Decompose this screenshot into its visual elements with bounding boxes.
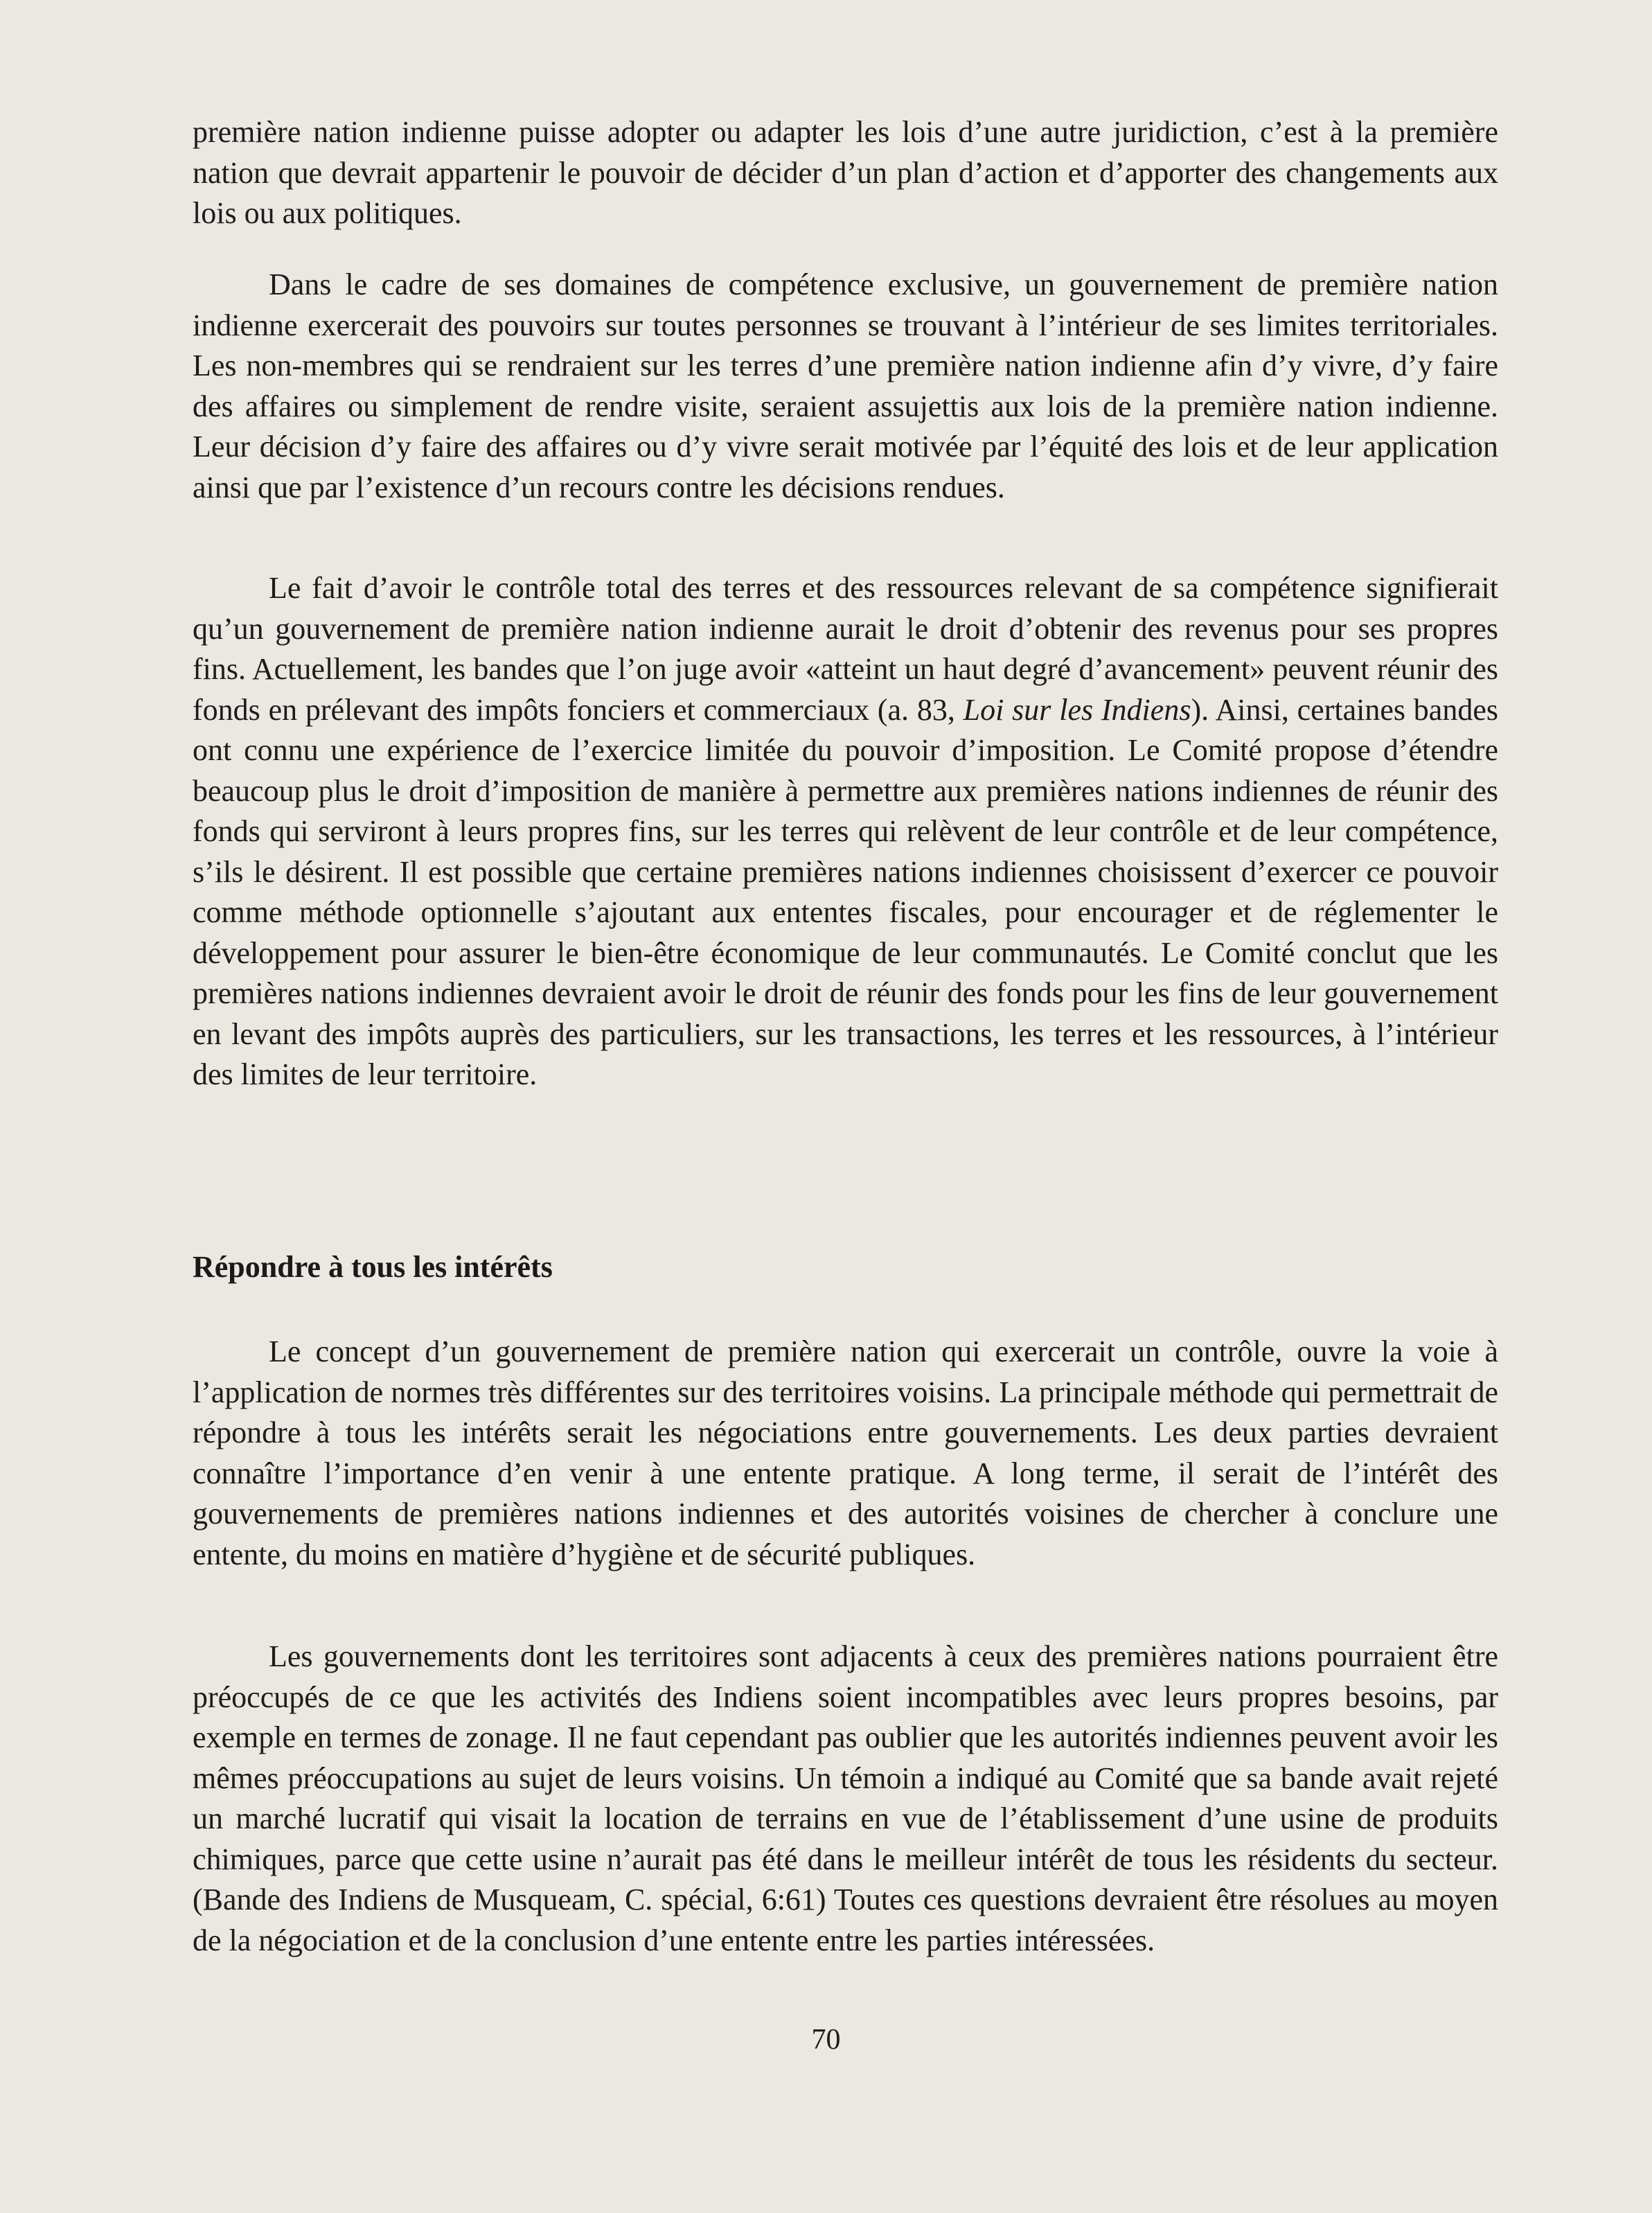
paragraph-2	[193, 265, 1498, 508]
paragraph-4	[193, 1332, 1498, 1575]
paragraph-1	[193, 112, 1498, 234]
paragraph-3-italic-title: Loi sur les Indiens	[963, 692, 1191, 727]
paragraph-3	[193, 568, 1498, 1095]
paragraph-2-text: Dans le cadre de ses domaines de compétence exclusive, un gouvernement de première nation indienne exercerait des pouvoirs sur toutes personnes se trouvant à l’intérieur de ses limites territoriales. Les non-membres qui se rendraient sur les terres d’une première nation indienne afin d’y vivre, d’y faire des affaires ou simplement de rendre visite, seraient assujettis aux lois de la première nation indienne. Leur décision d’y faire des affaires ou d’y vivre serait motivée par l’équité des lois et de leur application ainsi que par l’existence d’un recours contre les décisions rendues.	[193, 267, 1498, 504]
paragraph-4-text: Le concept d’un gouvernement de première nation qui exercerait un contrôle, ouvre la voie à l’application de normes très différentes sur des territoires voisins. La principale méthode qui permettrait de répondre à tous les intérêts serait les négociations entre gouvernements. Les deux parties devraient connaître l’importance d’en venir à une entente pratique. A long terme, il serait de l’intérêt des gouvernements de premières nations indiennes et des autorités voisines de chercher à conclure une entente, du moins en matière d’hygiène et de sécurité publiques.	[193, 1334, 1498, 1571]
page-number: 70	[811, 2024, 841, 2056]
paragraph-1-text: première nation indienne puisse adopter ou adapter les lois d’une autre juridiction, c’est à la première nation que devrait appartenir le pouvoir de décider d’un plan d’action et d’apporter des changements aux lois ou aux politiques.	[193, 115, 1498, 230]
paragraph-3-part-2: ). Ainsi, certaines bandes ont connu une expérience de l’exercice limitée du pouvoir d’imposition. Le Comité propose d’étendre beaucoup plus le droit d’imposition de manière à permettre aux premières nations indiennes de réunir des fonds qui serviront à leurs propres fins, sur les terres qui relèvent de leur contrôle et de leur compétence, s’ils le désirent. Il est possible que certaine premières nations indiennes choisissent d’exercer ce pouvoir comme méthode optionnelle s’ajoutant aux ententes fiscales, pour encourager et de réglementer le développement pour assurer le bien-être économique de leur communautés. Le Comité conclut que les premières nations indiennes devraient avoir le droit de réunir des fonds pour les fins de leur gouvernement en levant des impôts auprès des particuliers, sur les transactions, les terres et les ressources, à l’intérieur des limites de leur territoire.	[193, 692, 1498, 1091]
section-heading: Répondre à tous les intérêts	[193, 1250, 553, 1284]
paragraph-3-text	[193, 568, 1498, 1095]
paragraph-3-part-1: Le fait d’avoir le contrôle total des terres et des ressources relevant de sa compétence signifierait qu’un gouvernement de première nation indienne aurait le droit d’obtenir des revenus pour ses propres fins. Actuellement, les bandes que l’on juge avoir «atteint un haut degré d’avancement» peuvent réunir des fonds en prélevant des impôts fonciers et commerciaux (a. 83,	[193, 571, 1498, 727]
paragraph-5-text: Les gouvernements dont les territoires sont adjacents à ceux des premières nations pourraient être préoccupés de ce que les activités des Indiens soient incompatibles avec leurs propres besoins, par exemple en termes de zonage. Il ne faut cependant pas oublier que les autorités indiennes peuvent avoir les mêmes préoccupations au sujet de leurs voisins. Un témoin a indiqué au Comité que sa bande avait rejeté un marché lucratif qui visait la location de terrains en vue de l’établissement d’une usine de produits chimiques, parce que cette usine n’aurait pas été dans le meilleur intérêt de tous les résidents du secteur. (Bande des Indiens de Musqueam, C. spécial, 6:61) Toutes ces questions devraient être résolues au moyen de la négociation et de la conclusion d’une entente entre les parties intéressées.	[193, 1639, 1498, 1957]
paragraph-5	[193, 1637, 1498, 1961]
